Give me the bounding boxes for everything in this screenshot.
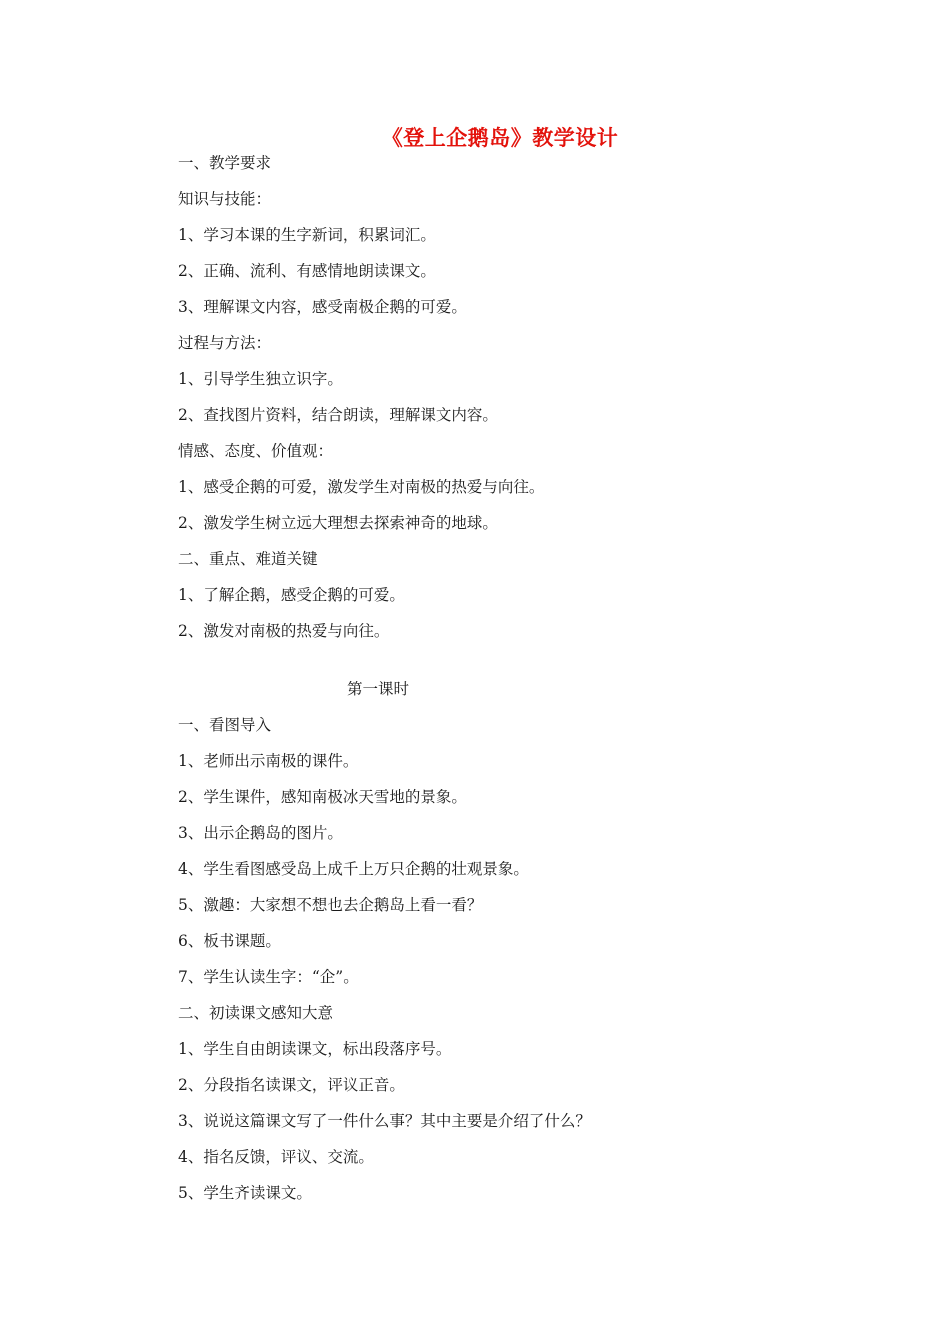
section-heading: 一、看图导入 [178,716,272,734]
teaching-requirements-section [178,145,878,649]
list-item: 1、引导学生独立识字。 [178,370,343,388]
list-item: 4、学生看图感受岛上成千上万只企鹅的壮观景象。 [178,860,529,878]
list-item: 1、老师出示南极的课件。 [178,752,359,770]
list-item: 2、查找图片资料，结合朗读，理解课文内容。 [178,406,498,424]
section-heading: 二、初读课文感知大意 [178,1004,334,1022]
list-item: 5、学生齐读课文。 [178,1184,312,1202]
list-item: 7、学生认读生字：“企”。 [178,968,359,986]
list-item: 1、学习本课的生字新词，积累词汇。 [178,226,436,244]
first-lesson-section [178,707,878,1211]
list-item: 2、激发对南极的热爱与向往。 [178,622,390,640]
list-item: 3、说说这篇课文写了一件什么事？其中主要是介绍了什么？ [178,1112,591,1130]
document-title: 《登上企鹅岛》教学设计 [381,125,619,150]
list-item: 4、指名反馈，评议、交流。 [178,1148,374,1166]
section-heading: 二、重点、难道关键 [178,550,318,568]
list-item: 5、激趣：大家想不想也去企鹅岛上看一看？ [178,896,483,914]
list-item: 3、理解课文内容，感受南极企鹅的可爱。 [178,298,467,316]
subsection-heading: 过程与方法： [178,334,272,352]
list-item: 2、正确、流利、有感情地朗读课文。 [178,262,436,280]
list-item: 3、出示企鹅岛的图片。 [178,824,343,842]
list-item: 2、分段指名读课文，评议正音。 [178,1076,405,1094]
lesson-heading: 第一课时 [346,680,409,698]
list-item: 1、感受企鹅的可爱，激发学生对南极的热爱与向往。 [178,478,545,496]
list-item: 1、学生自由朗读课文，标出段落序号。 [178,1040,452,1058]
section-heading: 一、教学要求 [178,154,272,172]
list-item: 2、激发学生树立远大理想去探索神奇的地球。 [178,514,498,532]
list-item: 6、板书课题。 [178,932,281,950]
subsection-heading: 情感、态度、价值观： [178,442,334,460]
list-item: 1、了解企鹅，感受企鹅的可爱。 [178,586,405,604]
list-item: 2、学生课件，感知南极冰天雪地的景象。 [178,788,467,806]
subsection-heading: 知识与技能： [178,190,272,208]
